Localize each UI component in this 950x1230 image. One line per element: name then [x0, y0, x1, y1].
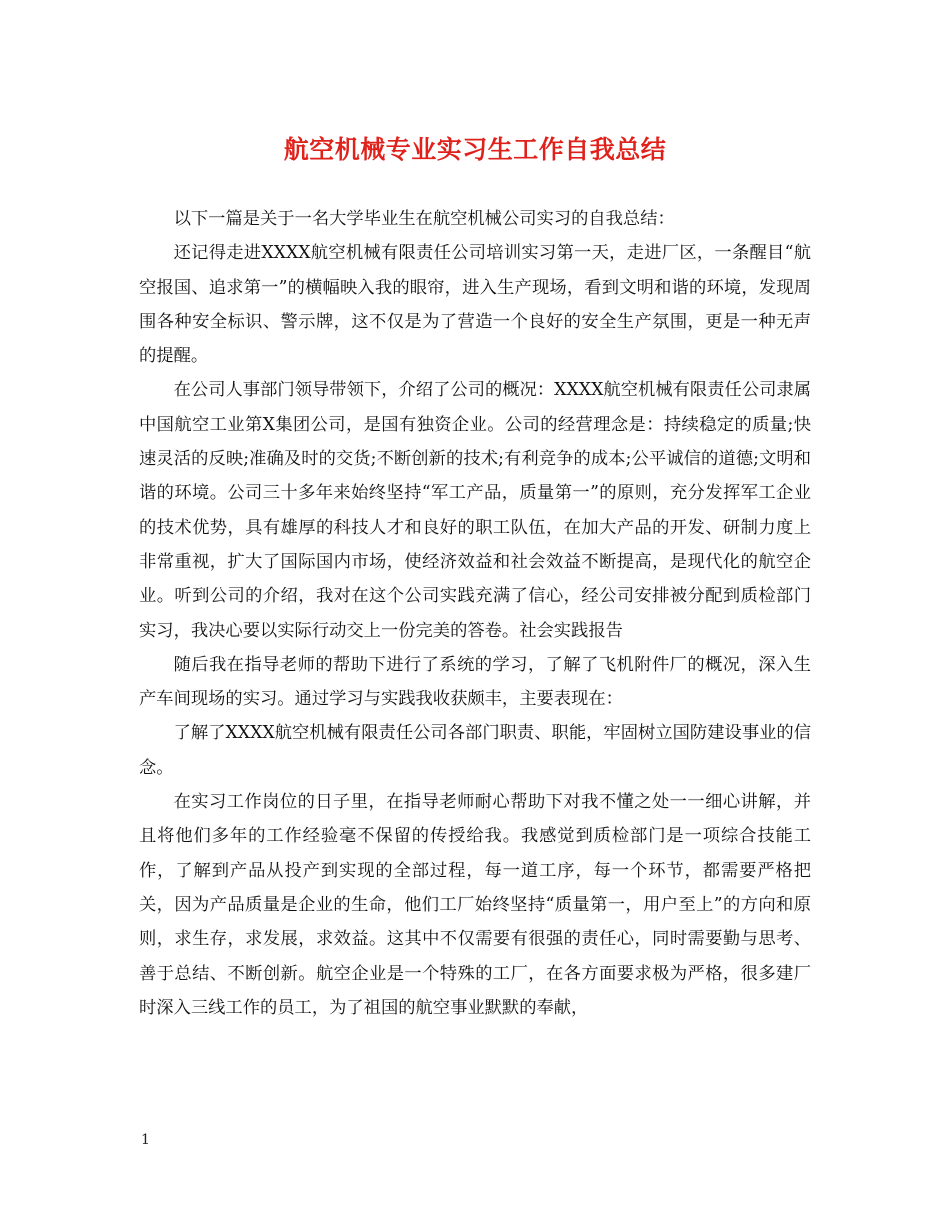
paragraph-first-day: 还记得走进XXXX航空机械有限责任公司培训实习第一天，走进厂区，一条醒目“航空报国、追求第一”的横幅映入我的眼帘，进入生产现场，看到文明和谐的环境，发现周围各种安全标识、警示牌，这不仅是为了营造一个良好的安全生产氛围，更是一种无声的提醒。 — [139, 243, 811, 367]
page-number: 1 — [141, 1132, 150, 1148]
paragraph-company-overview: 在公司人事部门领导带领下，介绍了公司的概况：XXXX航空机械有限责任公司隶属中国航空工业第X集团公司，是国有独资企业。公司的经营理念是：持续稳定的质量;快速灵活的反映;准确及时的交货;不断创新的技术;有利竞争的成本;公平诚信的道德;文明和谐的环境。公司三十多年来始终坚持“军工产品，质量第一”的原则，充分发挥军工企业的技术优势，具有雄厚的科技人才和良好的职工队伍，在加大产品的开发、研制力度上非常重视，扩大了国际国内市场，使经济效益和社会效益不断提高，是现代化的航空企业。听到公司的介绍，我对在这个公司实践充满了信心，经公司安排被分配到质检部门实习，我决心要以实际行动交上一份完美的答卷。社会实践报告 — [139, 380, 811, 641]
document-body — [139, 202, 811, 1025]
paragraph-understanding: 了解了XXXX航空机械有限责任公司各部门职责、职能，牢固树立国防建设事业的信念。 — [139, 723, 811, 778]
paragraph-internship-work: 在实习工作岗位的日子里，在指导老师耐心帮助下对我不懂之处一一细心讲解，并且将他们多年的工作经验毫不保留的传授给我。我感觉到质检部门是一项综合技能工作，了解到产品从投产到实现的全部过程，每一道工序，每一个环节，都需要严格把关，因为产品质量是企业的生命，他们工厂始终坚持“质量第一，用户至上”的方向和原则，求生存，求发展，求效益。这其中不仅需要有很强的责任心，同时需要勤与思考、善于总结、不断创新。航空企业是一个特殊的工厂，在各方面要求极为严格，很多建厂时深入三线工作的员工，为了祖国的航空事业默默的奉献， — [139, 792, 811, 1018]
paragraph-intro: 以下一篇是关于一名大学毕业生在航空机械公司实习的自我总结： — [173, 209, 675, 229]
paragraph-study: 随后我在指导老师的帮助下进行了系统的学习，了解了飞机附件厂的概况，深入生产车间现场的实习。通过学习与实践我收获颇丰，主要表现在： — [139, 654, 811, 710]
document-title: 航空机械专业实习生工作自我总结 — [283, 135, 667, 164]
